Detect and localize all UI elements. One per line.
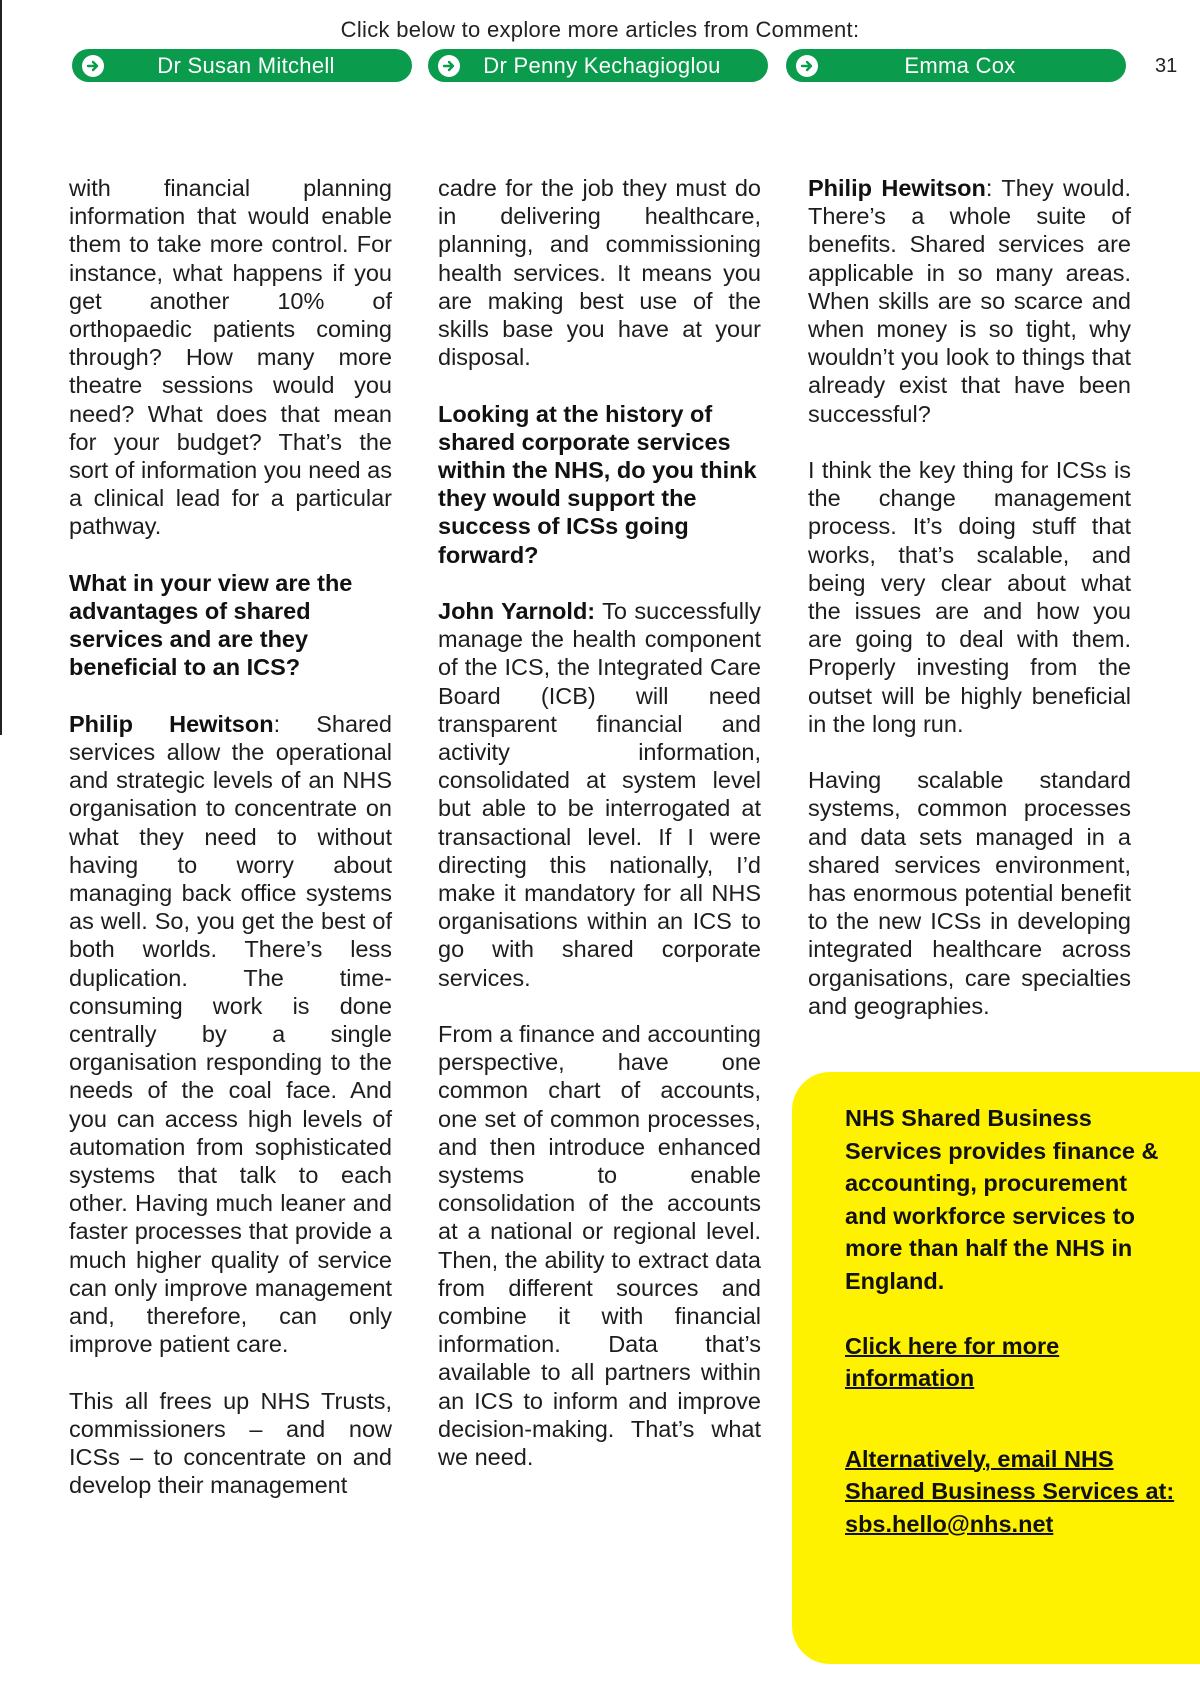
speaker-name: Philip Hewitson xyxy=(69,710,274,737)
answer-text: To successfully manage the health component of the ICS, the Integrated Care Board (ICB) will need transparent financial and activity information, consolidated at system level but able to be interrogated at transactional level. If I were directing this nationally, I’d make it mandatory for all NHS organisations within an ICS to go with shared corporate services. xyxy=(438,598,761,991)
arrow-right-circle-icon xyxy=(82,55,104,77)
body-paragraph: I think the key thing for ICSs is the change management process. It’s doing stuff that works, that’s scalable, and being very clear about what the issues are and how you are going to deal with them. Properly investing from the outset will be highly beneficial in the long run. xyxy=(808,457,1131,737)
body-paragraph: cadre for the job they must do in delivering healthcare, planning, and commissioning health services. It means you are making best use of the skills base you have at your disposal. xyxy=(438,175,761,371)
email-prompt-link[interactable] xyxy=(845,1446,1174,1537)
article-column-2 xyxy=(438,174,761,1499)
nav-link-emma-cox[interactable] xyxy=(786,49,1126,82)
body-paragraph: with financial planning information that would enable them to take more control. For instance, what happens if you get another 10% of orthopaedic patients coming through? How many more theatre sessions would you need? What does that mean for your budget? That’s the sort of information you need as a clinical lead for a particular pathway. xyxy=(69,175,392,540)
answer-paragraph xyxy=(808,174,1131,428)
promo-text: NHS Shared Business Services provides finance & accounting, procurement and workforce services to more than half the NHS in England. xyxy=(845,1105,1159,1294)
page-number: 31 xyxy=(1155,55,1178,77)
email-prompt-text: Alternatively, email NHS Shared Business Services at: xyxy=(845,1445,1175,1504)
answer-paragraph xyxy=(438,597,761,992)
body-paragraph: Having scalable standard systems, common processes and data sets managed in a shared services environment, has enormous potential benefit to the new ICSs in developing integrated healthcare across organisations, care specialties and geographies. xyxy=(808,767,1131,1019)
nav-link-label: Emma Cox xyxy=(904,52,1016,78)
arrow-right-circle-icon xyxy=(796,55,818,77)
speaker-name: Philip Hewitson xyxy=(808,175,986,201)
answer-paragraph xyxy=(69,710,392,1359)
left-margin-rule xyxy=(0,0,2,735)
answer-text: : Shared services allow the operational and strategic levels of an NHS organisation to concentrate on what they need to without having to worry about managing back office systems as well. So, you get the best of both worlds. There’s less duplication. The time-consuming work is done centrally by a single organisation responding to the needs of the coal face. And you can access high levels of automation from sophisticated systems that talk to each other. Having much leaner and faster processes that provide a much higher quality of service can only improve management and, therefore, can only improve patient care. xyxy=(69,710,392,1358)
body-paragraph: This all frees up NHS Trusts, commissioners – and now ICSs – to concentrate on and develop their management xyxy=(69,1387,392,1499)
promo-box xyxy=(792,1072,1200,1664)
body-paragraph: From a finance and accounting perspective, have one common chart of accounts, one set of common processes, and then introduce enhanced systems to enable consolidation of the accounts at a national or regional level. Then, the ability to extract data from different sources and combine it with financial information. Data that’s available to all partners within an ICS to inform and improve decision-making. That’s what we need. xyxy=(438,1021,761,1471)
nav-link-label: Dr Susan Mitchell xyxy=(157,52,335,78)
explore-heading: Click below to explore more articles from Comment: xyxy=(340,17,860,42)
article-column-3 xyxy=(808,174,1131,1048)
nav-link-label: Dr Penny Kechagioglou xyxy=(483,52,721,78)
promo-content xyxy=(845,1102,1175,1573)
more-info-link[interactable]: Click here for more information xyxy=(845,1332,1060,1391)
arrow-right-circle-icon xyxy=(438,55,460,77)
nav-link-susan-mitchell[interactable] xyxy=(72,49,412,82)
nav-link-penny-kechagioglou[interactable] xyxy=(428,49,768,82)
interview-question: Looking at the history of shared corporate services within the NHS, do you think they would support the success of ICSs going forward? xyxy=(438,400,757,568)
article-column-1 xyxy=(69,174,392,1528)
email-address: sbs.hello@nhs.net xyxy=(845,1510,1054,1537)
interview-question: What in your view are the advantages of shared services and are they beneficial to an ICS? xyxy=(69,569,353,681)
speaker-name: John Yarnold: xyxy=(438,598,596,625)
answer-text: : They would. There’s a whole suite of benefits. Shared services are applicable in so many areas. When skills are so scarce and when money is so tight, why wouldn’t you look to things that already exist that have been successful? xyxy=(808,175,1131,427)
